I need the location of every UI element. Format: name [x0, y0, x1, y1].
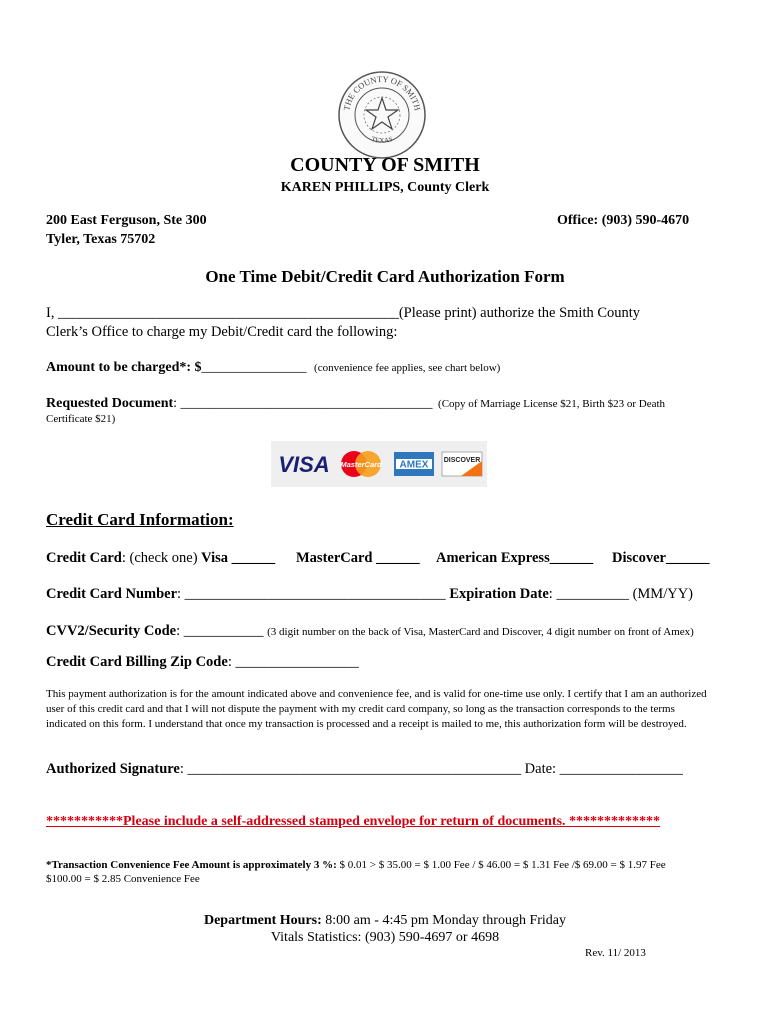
authorization-disclaimer: This payment authorization is for the amount indicated above and convenience fee, and is valid for one-time use only. I certify that I am an authorized user of this credit card and that I will not dispute the payment with my credit card company, so long as the transaction corresponds to the terms indicated on this form. I understand that once my transaction is processed and a receipt is mailed to me, this authorization form will be destroyed.	[46, 688, 707, 730]
hours-value: 8:00 am - 4:45 pm Monday through Friday	[321, 913, 566, 928]
county-seal-logo	[337, 70, 427, 160]
expiration-label: Expiration Date	[449, 586, 549, 602]
check-one-label: : (check one)	[121, 550, 202, 566]
cvv-row	[46, 623, 694, 640]
svg-text:TEXAS: TEXAS	[370, 134, 394, 145]
signature-field[interactable]: : ______________________________________________	[179, 761, 525, 777]
fee-schedule: $ 0.01 > $ 35.00 = $ 1.00 Fee / $ 46.00 = $ 1.31 Fee /$ 69.00 = $ 1.97 Fee	[336, 859, 666, 871]
department-hours	[0, 913, 770, 929]
office-phone: Office: (903) 590-4670	[557, 213, 690, 228]
document-row	[46, 396, 665, 412]
signature-row	[46, 761, 683, 778]
svg-text:DISCOVER: DISCOVER	[443, 457, 481, 464]
document-field[interactable]: ____________________________________	[180, 396, 433, 411]
page-title: COUNTY OF SMITH	[290, 154, 480, 176]
address-line1: 200 East Ferguson, Ste 300	[46, 213, 207, 228]
zip-field[interactable]: : _________________	[227, 654, 359, 670]
document-note-2: Certificate $21)	[46, 413, 116, 425]
svg-text:AMEX: AMEX	[399, 459, 429, 471]
address-line2: Tyler, Texas 75702	[46, 232, 156, 247]
visa-checkbox[interactable]: Visa ______	[201, 550, 276, 566]
cvv-field[interactable]: : ___________	[176, 623, 268, 639]
document-note: (Copy of Marriage License $21, Birth $23 or Death	[438, 398, 666, 410]
envelope-notice: ***********Please include a self-addressed stamped envelope for return of documents. *************	[46, 814, 661, 829]
card-logos	[271, 441, 487, 487]
county-clerk-name: KAREN PHILLIPS, County Clerk	[280, 180, 490, 195]
hours-label: Department Hours:	[203, 913, 322, 928]
cvv-note: (3 digit number on the back of Visa, MasterCard and Discover, 4 digit number on front of Amex)	[267, 626, 694, 638]
svg-text:MasterCard: MasterCard	[340, 460, 382, 469]
visa-logo	[275, 449, 333, 479]
name-field[interactable]: _______________________________________________	[58, 305, 399, 321]
revision-date: Rev. 11/ 2013	[585, 947, 646, 959]
card-number-row	[46, 586, 693, 603]
cvv-label: CVV2/Security Code	[46, 623, 177, 639]
amount-label: Amount to be charged*: $	[46, 360, 202, 375]
mastercard-checkbox[interactable]: MasterCard ______	[296, 550, 420, 566]
credit-card-label: Credit Card	[46, 550, 122, 566]
zip-label: Credit Card Billing Zip Code	[46, 654, 228, 670]
amex-logo	[393, 449, 435, 479]
section-title: Credit Card Information:	[46, 510, 234, 529]
svg-text:VISA: VISA	[278, 452, 330, 477]
fee-label: *Transaction Convenience Fee Amount is approximately 3 %:	[46, 859, 337, 871]
amount-field[interactable]: _______________	[201, 360, 307, 375]
mastercard-logo	[337, 449, 385, 479]
amount-row	[46, 360, 500, 376]
authorize-line2: Clerk’s Office to charge my Debit/Credit card the following:	[46, 324, 398, 340]
document-colon: :	[173, 396, 181, 411]
date-field[interactable]: Date: _________________	[524, 761, 683, 777]
svg-text:THE COUNTY OF SMITH: THE COUNTY OF SMITH	[341, 73, 423, 112]
fee-line2: $100.00 = $ 2.85 Convenience Fee	[46, 873, 200, 885]
card-number-field[interactable]: : ____________________________________	[177, 586, 450, 602]
zip-row	[46, 654, 359, 671]
authorize-prefix: I,	[46, 305, 59, 321]
discover-checkbox[interactable]: Discover______	[612, 550, 710, 566]
amex-checkbox[interactable]: American Express______	[436, 550, 594, 566]
vitals-phone: Vitals Statistics: (903) 590-4697 or 4698	[270, 930, 500, 945]
form-title: One Time Debit/Credit Card Authorization Form	[205, 267, 565, 286]
document-label: Requested Document	[46, 396, 174, 411]
discover-logo	[441, 449, 483, 479]
authorize-suffix: (Please print) authorize the Smith County	[398, 305, 641, 321]
signature-label: Authorized Signature	[46, 761, 180, 777]
card-number-label: Credit Card Number	[46, 586, 178, 602]
credit-card-row	[46, 550, 275, 567]
expiration-field[interactable]: : __________ (MM/YY)	[548, 586, 693, 602]
fee-row	[46, 859, 666, 871]
authorize-line1	[46, 305, 640, 322]
amount-note: (convenience fee applies, see chart below)	[314, 362, 501, 374]
